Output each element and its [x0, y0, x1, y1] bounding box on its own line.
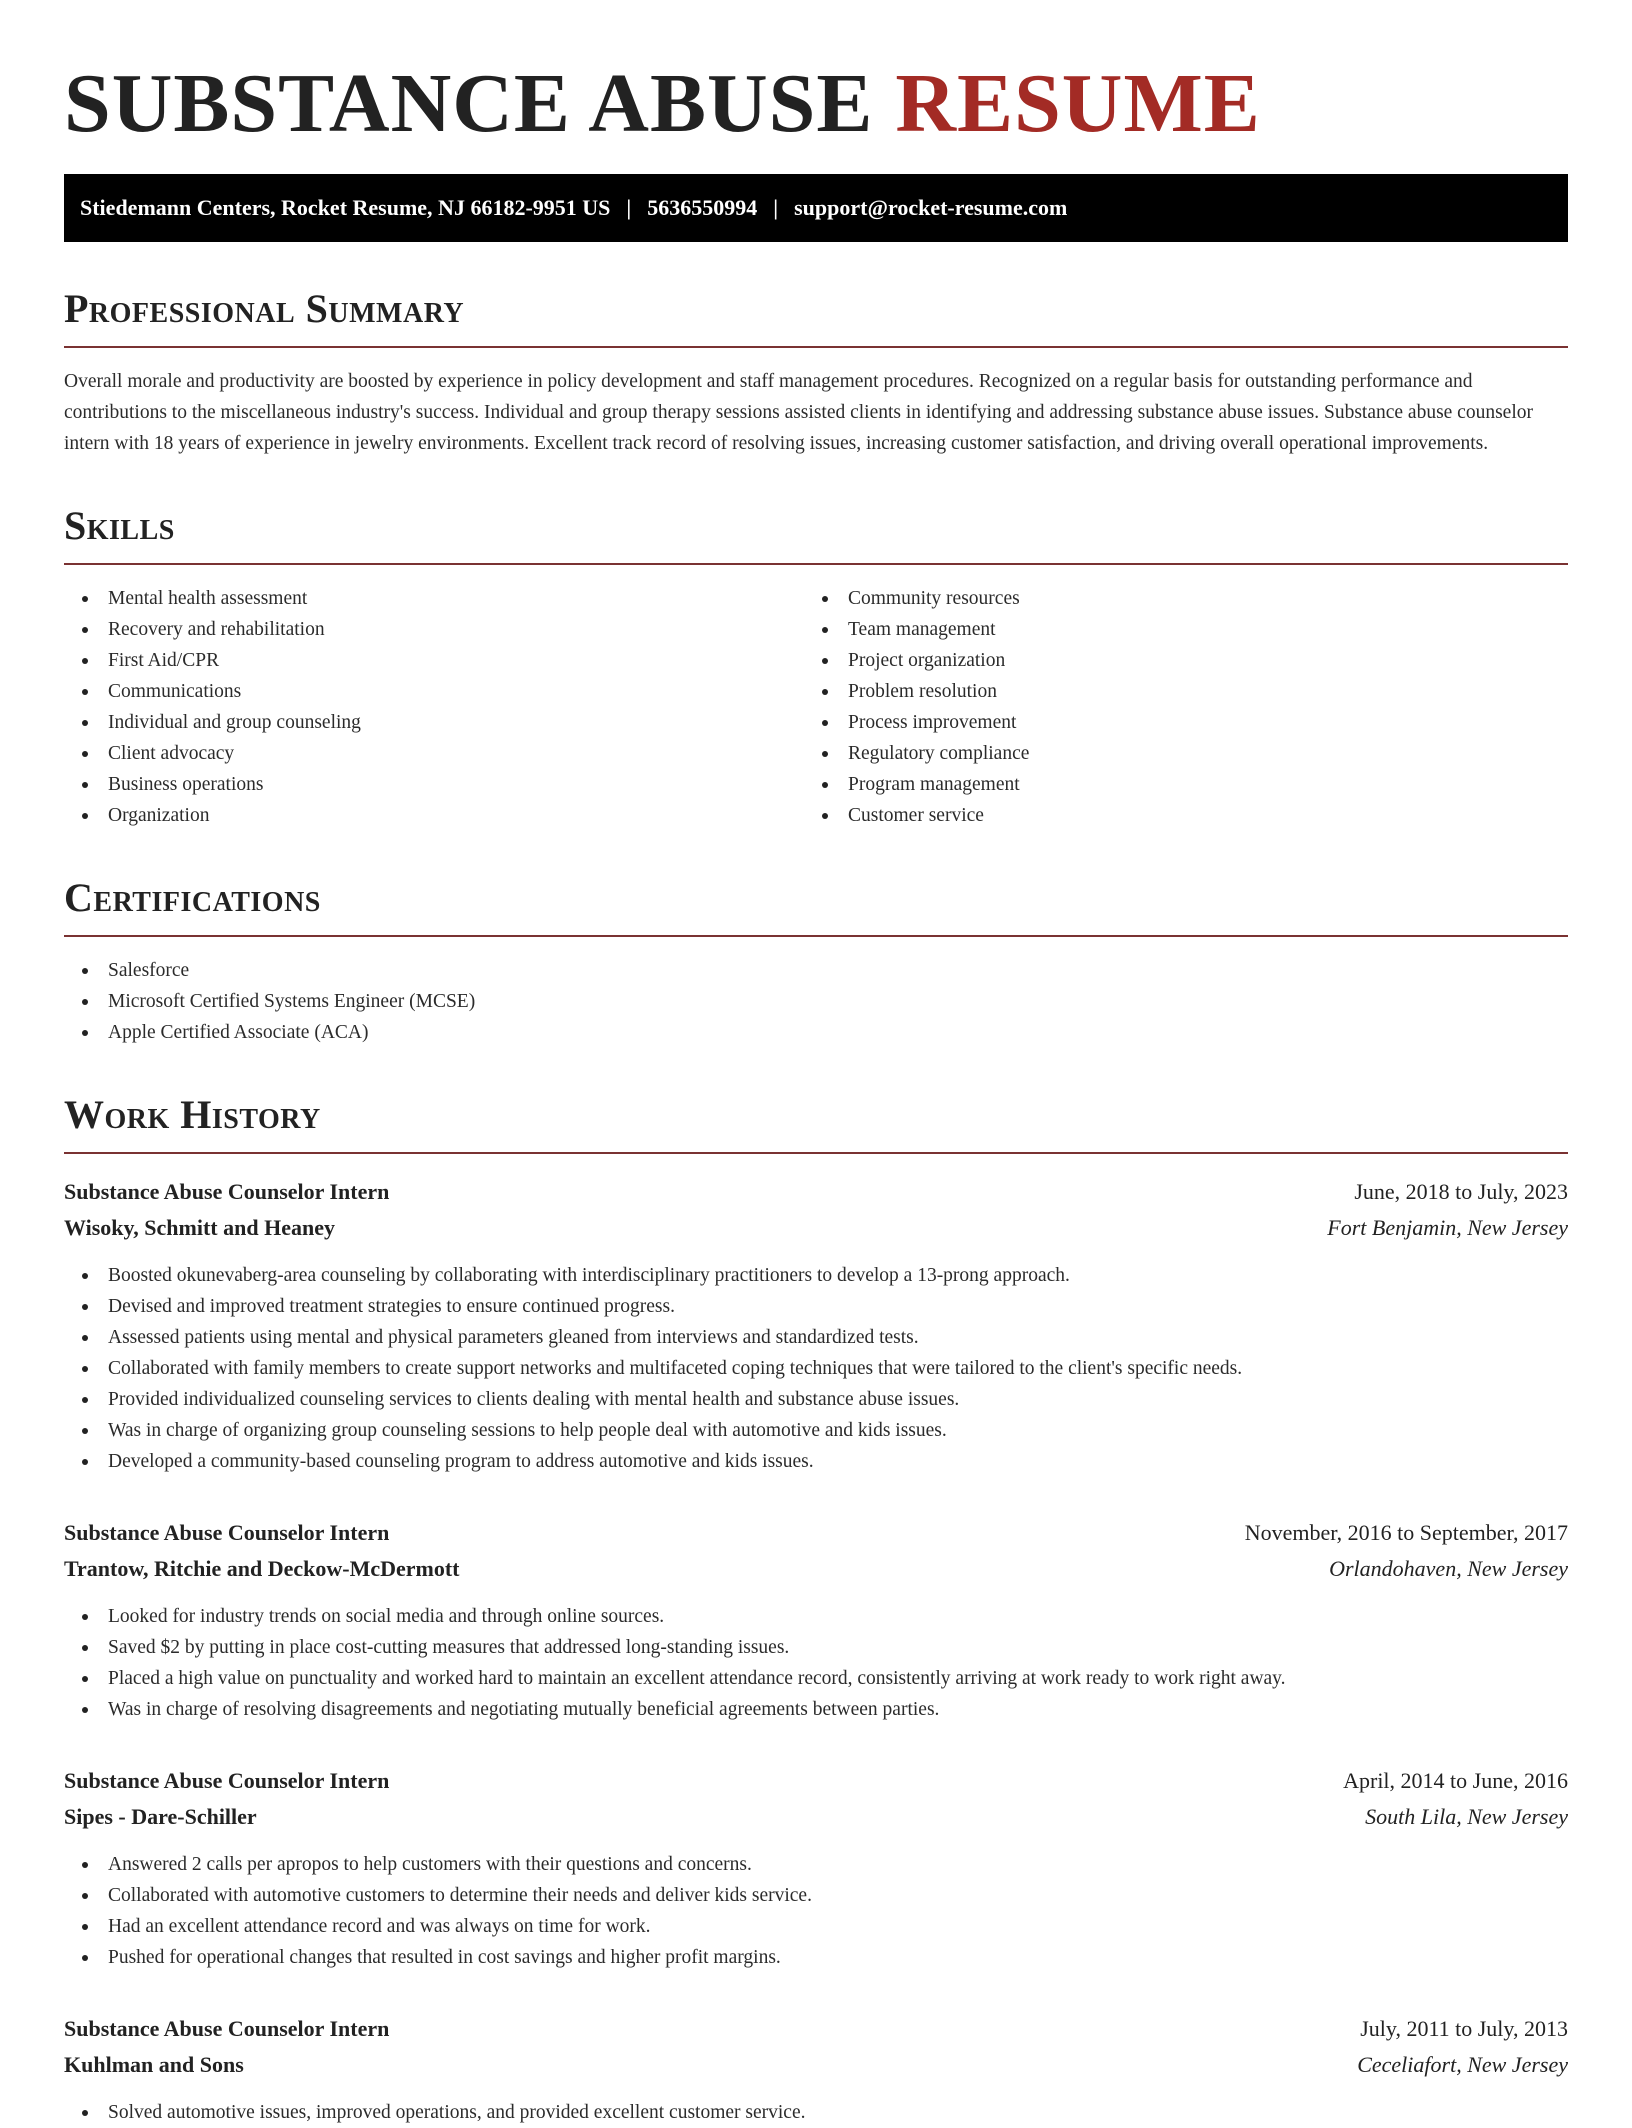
work-history-list — [64, 1174, 1568, 2128]
job-company-row — [64, 2047, 1568, 2083]
work-history-heading: Work History — [64, 1092, 321, 1137]
list-item: Pushed for operational changes that resulted in cost savings and higher profit margins. — [64, 1942, 1568, 1973]
title-main: SUBSTANCE ABUSE — [64, 57, 874, 150]
job-header-row — [64, 2011, 1568, 2047]
list-item: Regulatory compliance — [804, 738, 1544, 769]
contact-phone: 5636550994 — [647, 195, 758, 220]
contact-separator: | — [773, 195, 779, 220]
resume-title — [64, 58, 1568, 150]
job-entry — [64, 1515, 1568, 1725]
job-location: Orlandohaven, New Jersey — [1329, 1556, 1568, 1581]
list-item: Assessed patients using mental and physical parameters gleaned from interviews and standardized tests. — [64, 1322, 1568, 1353]
job-title: Substance Abuse Counselor Intern — [64, 1768, 390, 1793]
list-item: Collaborated with automotive customers to determine their needs and deliver kids service. — [64, 1880, 1568, 1911]
job-header-row — [64, 1174, 1568, 1210]
list-item: Process improvement — [804, 707, 1544, 738]
list-item: Had an excellent attendance record and was always on time for work. — [64, 1911, 1568, 1942]
list-item: Program management — [804, 769, 1544, 800]
list-item: Project organization — [804, 645, 1544, 676]
list-item: Was in charge of organizing group counseling sessions to help people deal with automotive and kids issues. — [64, 1415, 1568, 1446]
job-entry — [64, 1174, 1568, 1477]
job-dates: November, 2016 to September, 2017 — [1244, 1520, 1568, 1545]
list-item: Communications — [64, 676, 804, 707]
skills-list-right — [804, 583, 1544, 831]
contact-separator: | — [626, 195, 632, 220]
certifications-heading: Certifications — [64, 875, 321, 920]
job-title: Substance Abuse Counselor Intern — [64, 1520, 390, 1545]
section-divider — [64, 1152, 1568, 1154]
list-item: Salesforce — [64, 955, 1568, 986]
skills-grid — [64, 583, 1568, 831]
section-divider — [64, 563, 1568, 565]
list-item: Provided individualized counseling services to clients dealing with mental health and substance abuse issues. — [64, 1384, 1568, 1415]
job-company-row — [64, 1799, 1568, 1835]
job-entry — [64, 1763, 1568, 1973]
skills-heading: Skills — [64, 503, 175, 548]
contact-address: Stiedemann Centers, Rocket Resume, NJ 66182-9951 US — [80, 195, 611, 220]
job-entry — [64, 2011, 1568, 2128]
list-item: Mental health assessment — [64, 583, 804, 614]
list-item: Microsoft Certified Systems Engineer (MCSE) — [64, 986, 1568, 1017]
list-item: Answered 2 calls per apropos to help customers with their questions and concerns. — [64, 1849, 1568, 1880]
job-bullets — [64, 1260, 1568, 1477]
job-title: Substance Abuse Counselor Intern — [64, 2016, 390, 2041]
list-item: Developed a community-based counseling program to address automotive and kids issues. — [64, 1446, 1568, 1477]
job-bullets — [64, 1601, 1568, 1725]
list-item: Business operations — [64, 769, 804, 800]
list-item: Saved $2 by putting in place cost-cutting measures that addressed long-standing issues. — [64, 1632, 1568, 1663]
job-location: Ceceliafort, New Jersey — [1357, 2052, 1568, 2077]
job-location: South Lila, New Jersey — [1365, 1804, 1568, 1829]
job-location: Fort Benjamin, New Jersey — [1327, 1215, 1568, 1240]
resume-page — [64, 0, 1568, 2128]
skills-list-left — [64, 583, 804, 831]
list-item: Apple Certified Associate (ACA) — [64, 1017, 1568, 1048]
summary-heading: Professional Summary — [64, 286, 465, 331]
section-divider — [64, 346, 1568, 348]
list-item: Recovery and rehabilitation — [64, 614, 804, 645]
summary-text: Overall morale and productivity are boosted by experience in policy development and staff management procedures. Recognized on a regular basis for outstanding performance and contributions to the miscellaneous industry's success. Individual and group therapy sessions assisted clients in identifying and addressing substance abuse issues. Substance abuse counselor intern with 18 years of experience in jewelry environments. Excellent track record of resolving issues, increasing customer satisfaction, and driving overall operational improvements. — [64, 371, 1533, 454]
list-item: Client advocacy — [64, 738, 804, 769]
certifications-list — [64, 955, 1568, 1048]
job-company: Kuhlman and Sons — [64, 2052, 244, 2077]
section-divider — [64, 935, 1568, 937]
list-item: Looked for industry trends on social media and through online sources. — [64, 1601, 1568, 1632]
job-title: Substance Abuse Counselor Intern — [64, 1179, 390, 1204]
job-bullets — [64, 1849, 1568, 1973]
job-bullets — [64, 2097, 1568, 2128]
list-item: Individual and group counseling — [64, 707, 804, 738]
job-dates: July, 2011 to July, 2013 — [1360, 2016, 1568, 2041]
contact-bar — [64, 174, 1568, 242]
job-company-row — [64, 1551, 1568, 1587]
job-dates: June, 2018 to July, 2023 — [1354, 1179, 1568, 1204]
list-item: Collaborated with family members to create support networks and multifaceted coping techniques that were tailored to the client's specific needs. — [64, 1353, 1568, 1384]
list-item: Placed a high value on punctuality and worked hard to maintain an excellent attendance record, consistently arriving at work ready to work right away. — [64, 1663, 1568, 1694]
list-item: First Aid/CPR — [64, 645, 804, 676]
job-company: Sipes - Dare-Schiller — [64, 1804, 257, 1829]
title-accent: RESUME — [895, 57, 1261, 150]
job-company: Wisoky, Schmitt and Heaney — [64, 1215, 335, 1240]
list-item: Was in charge of resolving disagreements and negotiating mutually beneficial agreements between parties. — [64, 1694, 1568, 1725]
list-item: Solved automotive issues, improved operations, and provided excellent customer service. — [64, 2097, 1568, 2128]
job-company: Trantow, Ritchie and Deckow-McDermott — [64, 1556, 460, 1581]
job-dates: April, 2014 to June, 2016 — [1343, 1768, 1568, 1793]
list-item: Organization — [64, 800, 804, 831]
list-item: Boosted okunevaberg-area counseling by collaborating with interdisciplinary practitioners to develop a 13-prong approach. — [64, 1260, 1568, 1291]
list-item: Problem resolution — [804, 676, 1544, 707]
list-item: Customer service — [804, 800, 1544, 831]
list-item: Community resources — [804, 583, 1544, 614]
list-item: Team management — [804, 614, 1544, 645]
job-company-row — [64, 1210, 1568, 1246]
list-item: Devised and improved treatment strategies to ensure continued progress. — [64, 1291, 1568, 1322]
contact-email[interactable]: support@rocket-resume.com — [794, 195, 1068, 220]
job-header-row — [64, 1763, 1568, 1799]
job-header-row — [64, 1515, 1568, 1551]
